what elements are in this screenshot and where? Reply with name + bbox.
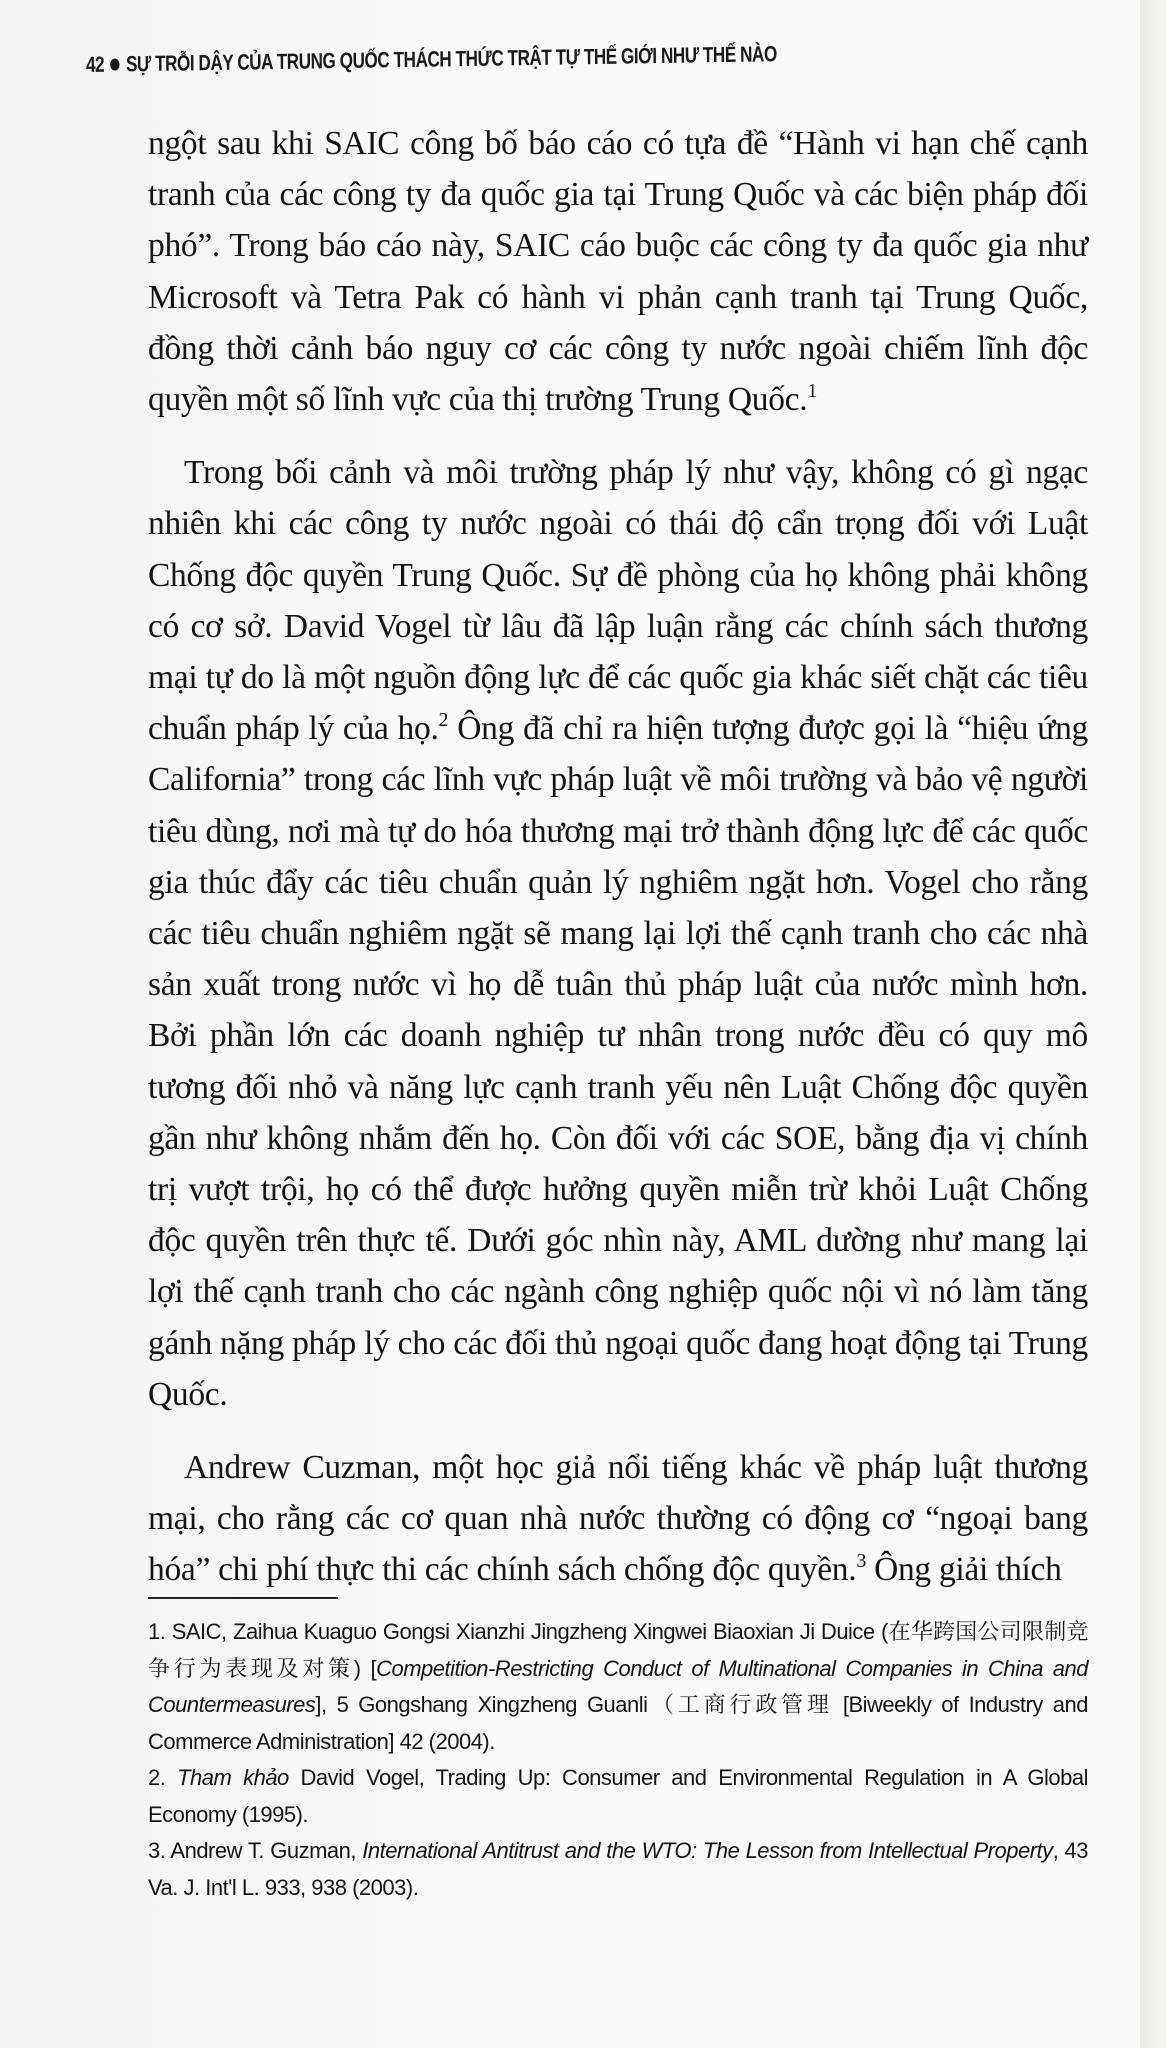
footnote-text: David Vogel, Trading Up: Consumer and Environmental Regulation in A Global Economy (1995). — [148, 1765, 1088, 1827]
paragraph-2-text-a: Trong bối cảnh và môi trường pháp lý như vậy, không có gì ngạc nhiên khi các công ty nước ngoài có thái độ cẩn trọng đối với Luật Chống độc quyền Trung Quốc. Sự đề phòng của họ không phải không có cơ sở. David Vogel từ lâu đã lập luận rằng các chính sách thương mại tự do là một nguồn động lực để các quốc gia khác siết chặt các tiêu chuẩn pháp lý của họ. — [148, 454, 1088, 748]
footnotes — [148, 1614, 1088, 1906]
footnote-text: , 43 Va. J. Int'l L. 933, 938 (2003). — [148, 1838, 1088, 1900]
footnote-text: Andrew T. Guzman, — [165, 1838, 363, 1863]
page-edge — [1140, 0, 1166, 2048]
footnote-italic-title: Tham khảo — [165, 1765, 289, 1790]
paragraph-3 — [148, 1442, 1088, 1596]
paragraph-2 — [148, 447, 1088, 1420]
footnote-number: 1. — [148, 1619, 166, 1644]
paragraph-3-text-a: Andrew Cuzman, một học giả nổi tiếng khác về pháp luật thương mại, cho rằng các cơ quan nhà nước thường có động cơ “ngoại bang hóa” chi phí thực thi các chính sách chống độc quyền. — [148, 1449, 1088, 1589]
footnote-2 — [148, 1760, 1088, 1833]
footnote-number: 3. — [148, 1838, 166, 1863]
paragraph-3-text-b: Ông giải thích — [866, 1551, 1062, 1589]
paragraph-2-text-b: Ông đã chỉ ra hiện tượng được gọi là “hiệu ứng California” trong các lĩnh vực pháp luật về môi trường và bảo vệ người tiêu dùng, nơi mà tự do hóa thương mại trở thành động lực để các quốc gia thúc đẩy các tiêu chuẩn quản lý nghiêm ngặt hơn. Vogel cho rằng các tiêu chuẩn nghiêm ngặt sẽ mang lại lợi thế cạnh tranh cho các nhà sản xuất trong nước vì họ dễ tuân thủ pháp luật của nước mình hơn. Bởi phần lớn các doanh nghiệp tư nhân trong nước đều có quy mô tương đối nhỏ và năng lực cạnh tranh yếu nên Luật Chống độc quyền gần như không nhắm đến họ. Còn đối với các SOE, bằng địa vị chính trị vượt trội, họ có thể được hưởng quyền miễn trừ khỏi Luật Chống độc quyền trên thực tế. Dưới góc nhìn này, AML dường như mang lại lợi thế cạnh tranh cho các ngành công nghiệp quốc nội vì nó làm tăng gánh nặng pháp lý cho các đối thủ ngoại quốc đang hoạt động tại Trung Quốc. — [148, 710, 1088, 1413]
paragraph-1-text: ngột sau khi SAIC công bố báo cáo có tựa đề “Hành vi hạn chế cạnh tranh của các công ty đa quốc gia tại Trung Quốc và các biện pháp đối phó”. Trong báo cáo này, SAIC cáo buộc các công ty đa quốc gia như Microsoft và Tetra Pak có hành vi phản cạnh tranh tại Trung Quốc, đồng thời cảnh báo nguy cơ các công ty nước ngoài chiếm lĩnh độc quyền một số lĩnh vực của thị trường Trung Quốc. — [148, 125, 1088, 419]
footnote-ref-3: 3 — [856, 1550, 867, 1573]
footnote-italic-title: International Antitrust and the WTO: The Lesson from Intellectual Property — [362, 1838, 1053, 1863]
paragraph-1 — [148, 118, 1088, 425]
footnote-ref-1: 1 — [807, 380, 818, 403]
page-number: 42 — [85, 51, 105, 77]
footnote-divider — [148, 1597, 338, 1599]
footnote-3 — [148, 1833, 1088, 1906]
footnote-text: ], 5 Gongshang Xingzheng Guanli（工商行政管理 [Biweekly of Industry and Commerce Administration] 42 (2004). — [148, 1692, 1088, 1754]
footnote-text: SAIC, Zaihua Kuaguo Gongsi Xianzhi Jingzheng Xingwei Biaoxian Ji Duice (在华跨国公司限制竞争行为表现及对策) [ — [148, 1619, 1088, 1681]
footnote-ref-2: 2 — [438, 709, 449, 732]
body-text — [148, 118, 1088, 1596]
footnote-italic-title: Competition-Restricting Conduct of Multinational Companies in China and Countermeasures — [148, 1655, 1088, 1717]
footnote-number: 2. — [148, 1765, 166, 1790]
book-title: SỰ TRỖI DẬY CỦA TRUNG QUỐC THÁCH THỨC TRẬT TỰ THẾ GIỚI NHƯ THẾ NÀO — [125, 41, 777, 77]
bullet-icon — [110, 59, 119, 71]
footnote-1 — [148, 1614, 1088, 1760]
